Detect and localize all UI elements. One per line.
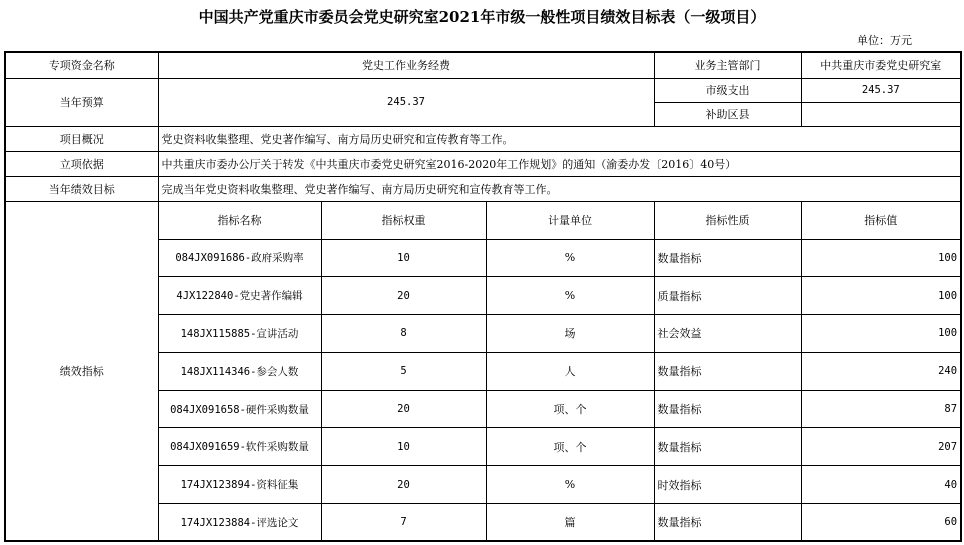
indicators-label: 绩效指标 <box>5 201 158 541</box>
performance-target-table <box>4 51 962 542</box>
indicator-weight: 8 <box>321 315 486 353</box>
indicator-value: 60 <box>801 504 961 542</box>
indicator-weight: 20 <box>321 390 486 428</box>
column-header: 指标值 <box>801 201 961 239</box>
indicator-unit: 项、个 <box>486 428 654 466</box>
indicator-weight: 20 <box>321 277 486 315</box>
unit-note: 单位：万元 <box>857 34 912 47</box>
page-title: 中国共产党重庆市委员会党史研究室2021年市级一般性项目绩效目标表（一级项目） <box>198 8 766 26</box>
indicator-name: 084JX091686-政府采购率 <box>158 239 321 277</box>
indicator-name: 174JX123894-资料征集 <box>158 466 321 504</box>
indicator-value: 87 <box>801 390 961 428</box>
indicator-name: 084JX091659-软件采购数量 <box>158 428 321 466</box>
indicator-weight: 20 <box>321 466 486 504</box>
column-header: 指标名称 <box>158 201 321 239</box>
column-header: 指标性质 <box>654 201 801 239</box>
indicator-unit: % <box>486 466 654 504</box>
indicator-nature: 时效指标 <box>654 466 801 504</box>
indicator-value: 100 <box>801 277 961 315</box>
basis-label: 立项依据 <box>5 151 158 176</box>
city-expense-value: 245.37 <box>801 78 961 102</box>
dept-label: 业务主管部门 <box>654 52 801 78</box>
indicator-unit: 项、个 <box>486 390 654 428</box>
indicator-nature: 数量指标 <box>654 504 801 542</box>
indicator-nature: 质量指标 <box>654 277 801 315</box>
indicator-name: 174JX123884-评选论文 <box>158 504 321 542</box>
column-header: 指标权重 <box>321 201 486 239</box>
indicator-value: 207 <box>801 428 961 466</box>
indicator-weight: 7 <box>321 504 486 542</box>
indicator-name: 148JX114346-参会人数 <box>158 352 321 390</box>
indicator-nature: 数量指标 <box>654 428 801 466</box>
indicator-name: 4JX122840-党史著作编辑 <box>158 277 321 315</box>
indicator-nature: 社会效益 <box>654 315 801 353</box>
indicator-unit: 篇 <box>486 504 654 542</box>
indicator-value: 100 <box>801 239 961 277</box>
indicator-unit: 人 <box>486 352 654 390</box>
indicator-nature: 数量指标 <box>654 352 801 390</box>
indicator-value: 240 <box>801 352 961 390</box>
goal-value: 完成当年党史资料收集整理、党史著作编写、南方局历史研究和宣传教育等工作。 <box>158 176 961 201</box>
indicator-name: 148JX115885-宣讲活动 <box>158 315 321 353</box>
budget-value: 245.37 <box>158 78 654 126</box>
indicator-weight: 5 <box>321 352 486 390</box>
indicator-weight: 10 <box>321 239 486 277</box>
dept-value: 中共重庆市委党史研究室 <box>801 52 961 78</box>
indicator-name: 084JX091658-硬件采购数量 <box>158 390 321 428</box>
indicator-value: 40 <box>801 466 961 504</box>
indicator-weight: 10 <box>321 428 486 466</box>
indicator-unit: % <box>486 277 654 315</box>
county-subsidy-value <box>801 102 961 126</box>
indicator-nature: 数量指标 <box>654 390 801 428</box>
overview-value: 党史资料收集整理、党史著作编写、南方局历史研究和宣传教育等工作。 <box>158 126 961 151</box>
indicator-unit: 场 <box>486 315 654 353</box>
overview-label: 项目概况 <box>5 126 158 151</box>
fund-name-value: 党史工作业务经费 <box>158 52 654 78</box>
basis-value: 中共重庆市委办公厅关于转发《中共重庆市委党史研究室2016-2020年工作规划》的通知（渝委办发〔2016〕40号） <box>158 151 961 176</box>
column-header: 计量单位 <box>486 201 654 239</box>
city-expense-label: 市级支出 <box>654 78 801 102</box>
indicator-value: 100 <box>801 315 961 353</box>
county-subsidy-label: 补助区县 <box>654 102 801 126</box>
goal-label: 当年绩效目标 <box>5 176 158 201</box>
indicator-nature: 数量指标 <box>654 239 801 277</box>
fund-name-label: 专项资金名称 <box>5 52 158 78</box>
budget-label: 当年预算 <box>5 78 158 126</box>
indicator-unit: % <box>486 239 654 277</box>
